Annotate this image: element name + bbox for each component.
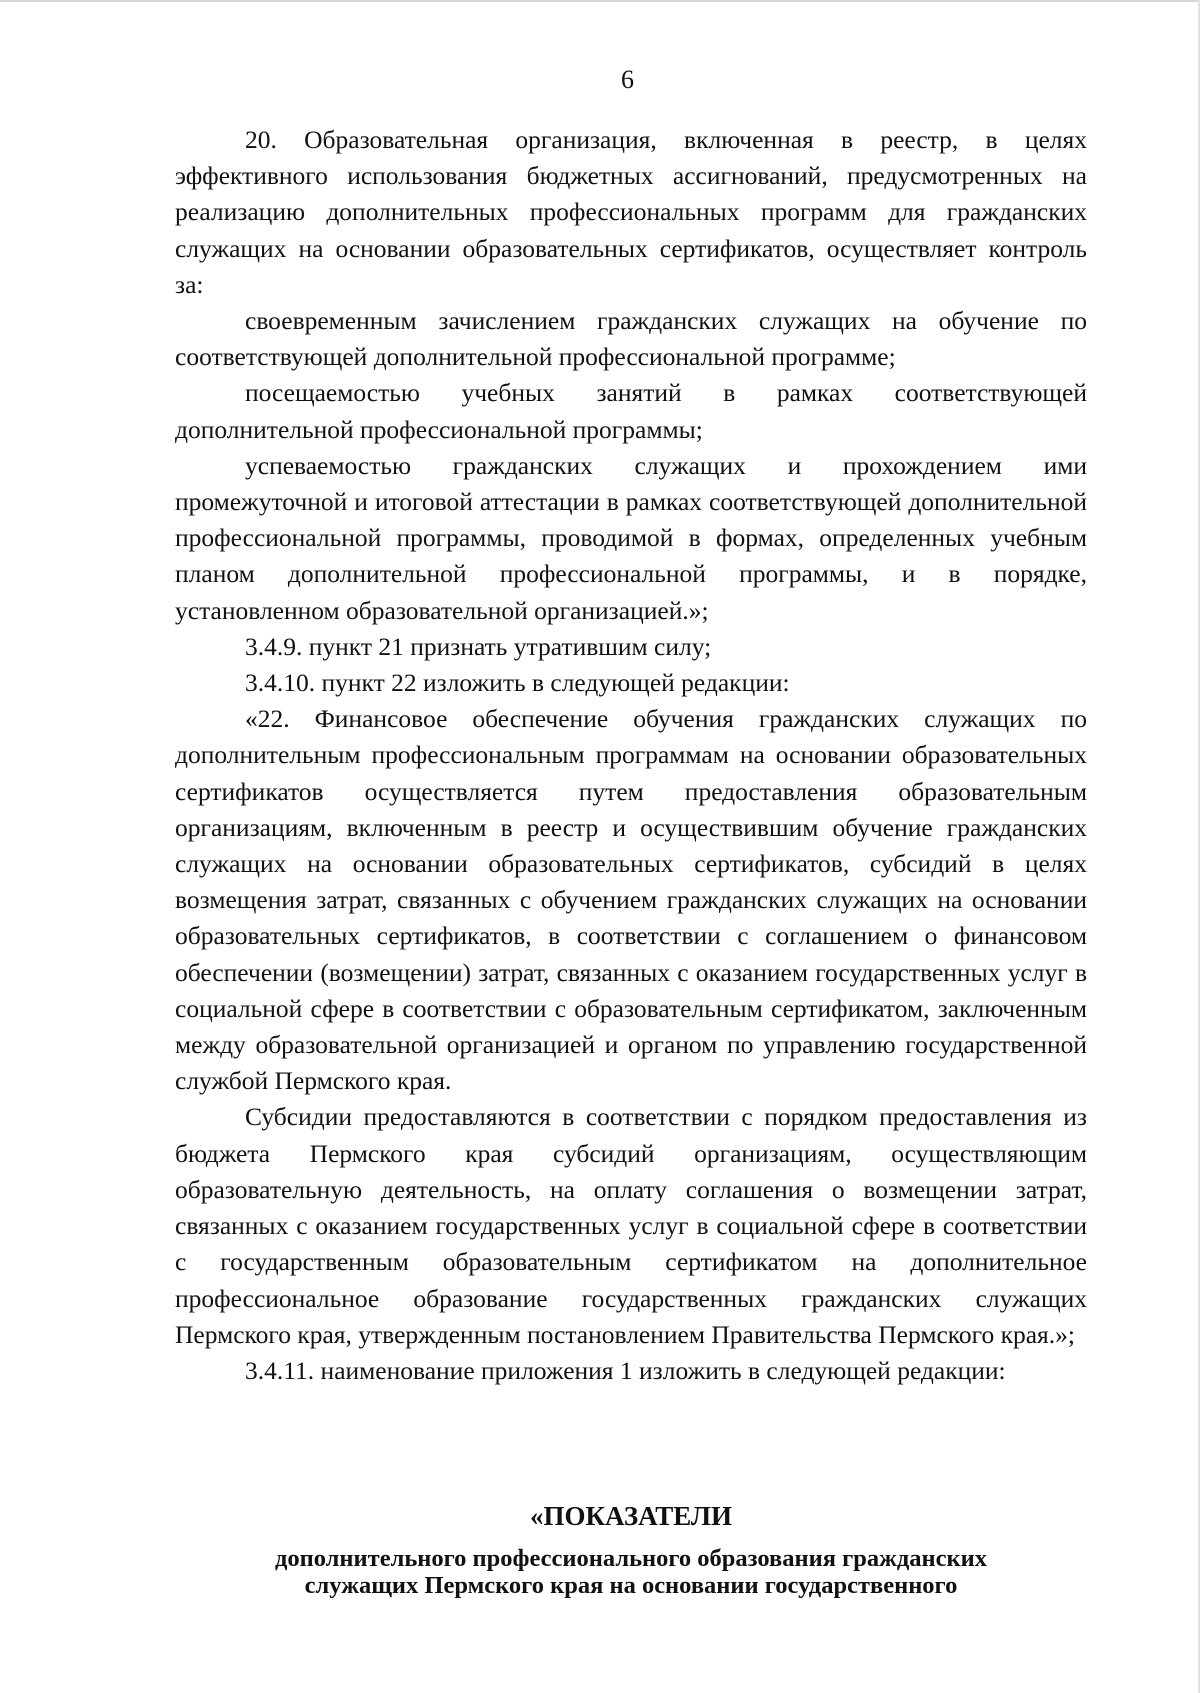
- paragraph-3-4-11: 3.4.11. наименование приложения 1 изложить в следующей редакции:: [245, 1355, 1006, 1385]
- paragraph-3-4-9: 3.4.9. пункт 21 признать утратившим силу;: [245, 631, 712, 661]
- paragraph-subsidies: Субсидии предоставляются в соответствии с порядком предоставления из бюджета Пермского края субсидий организациям, осуществляющим образовательную деятельность, на оплату соглашения о возмещении затрат, связанных с оказанием государственных услуг в социальной сфере в соответствии с государственным образовательным сертификатом на дополнительное профессиональное образование государственных гражданских служащих Пермского края, утвержденным постановлением Правительства Пермского края.»;: [175, 1102, 1087, 1349]
- appendix-subtitle-line-2: служащих Пермского края на основании государственного: [304, 1572, 958, 1599]
- scan-edge-top: [0, 0, 1200, 2]
- paragraph-item-20: 20. Образовательная организация, включенная в реестр, в целях эффективного использования бюджетных ассигнований, предусмотренных на реализацию дополнительных профессиональных программ для гражданских служащих на основании образовательных сертификатов, осуществляет контроль за:: [175, 125, 1087, 299]
- paragraph-attendance-control: посещаемостью учебных занятий в рамках соответствующей дополнительной профессиональной программы;: [175, 378, 1087, 444]
- paragraph-item-22: «22. Финансовое обеспечение обучения гражданских служащих по дополнительным профессиональным программам на основании образовательных сертификатов осуществляется путем предоставления образовательным организациям, включенным в реестр и осуществившим обучение гражданских служащих на основании образовательных сертификатов, субсидий в целях возмещения затрат, связанных с обучением гражданских служащих на основании образовательных сертификатов, в соответствии с соглашением о финансовом обеспечении (возмещении) затрат, связанных с оказанием государственных услуг в социальной сфере в соответствии с образовательным сертификатом, заключенным между образовательной организацией и органом по управлению государственной службой Пермского края.: [175, 704, 1087, 1096]
- paragraph-enrollment-control: своевременным зачислением гражданских служащих на обучение по соответствующей дополнительной профессиональной программе;: [175, 306, 1087, 372]
- page-number: 6: [621, 65, 634, 94]
- appendix-title: «ПОКАЗАТЕЛИ: [529, 1501, 733, 1531]
- appendix-subtitle-line-1: дополнительного профессионального образования гражданских: [275, 1545, 987, 1572]
- paragraph-performance-control: успеваемостью гражданских служащих и прохождением ими промежуточной и итоговой аттестации в рамках соответствующей дополнительной профессиональной программы, проводимой в формах, определенных учебным планом дополнительной профессиональной программы, и в порядке, установленном образовательной организацией.»;: [175, 450, 1087, 625]
- document-body: [175, 122, 1087, 1389]
- paragraph-3-4-10: 3.4.10. пункт 22 изложить в следующей редакции:: [245, 668, 790, 698]
- appendix-heading: [175, 1497, 1087, 1599]
